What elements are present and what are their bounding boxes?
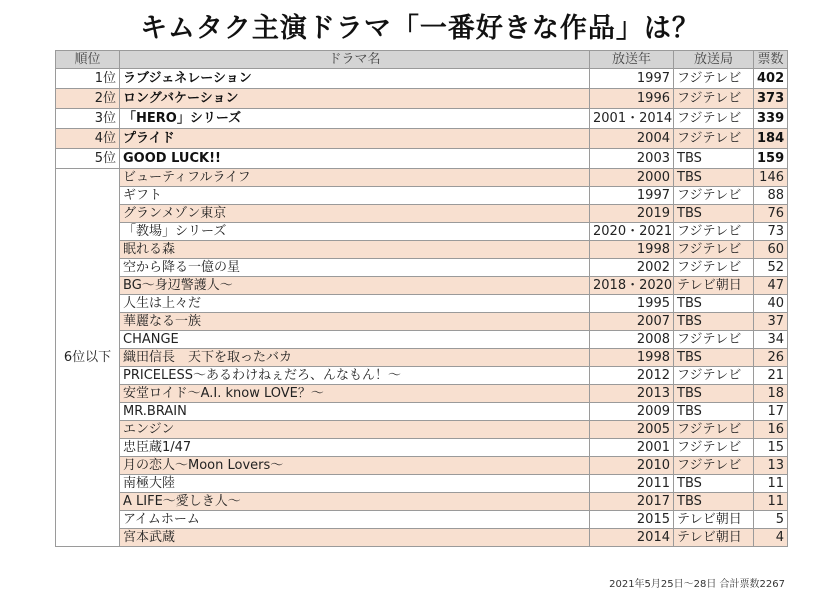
table-row: [56, 403, 788, 421]
station-cell: フジテレビ: [674, 367, 754, 385]
drama-title-cell: CHANGE: [120, 331, 590, 349]
footnote: 2021年5月25日～28日 合計票数2267: [609, 579, 785, 590]
table-row: [56, 511, 788, 529]
year-cell: 2000: [590, 169, 674, 187]
table-row: [56, 205, 788, 223]
station-cell: フジテレビ: [674, 223, 754, 241]
votes-cell: 52: [754, 259, 788, 277]
table-row: [56, 367, 788, 385]
column-header-rank: 順位: [56, 51, 120, 69]
station-cell: テレビ朝日: [674, 277, 754, 295]
table-row: [56, 475, 788, 493]
year-cell: 2005: [590, 421, 674, 439]
rank-cell: 4位: [56, 129, 120, 149]
year-cell: 2011: [590, 475, 674, 493]
votes-cell: 88: [754, 187, 788, 205]
drama-title-cell: 月の恋人～Moon Lovers～: [120, 457, 590, 475]
votes-cell: 60: [754, 241, 788, 259]
table-row: [56, 331, 788, 349]
drama-title-cell: BG～身辺警護人～: [120, 277, 590, 295]
rank-cell: 1位: [56, 69, 120, 89]
drama-title-cell: ギフト: [120, 187, 590, 205]
table-row: [56, 421, 788, 439]
drama-title-cell: 華麗なる一族: [120, 313, 590, 331]
station-cell: テレビ朝日: [674, 529, 754, 547]
station-cell: フジテレビ: [674, 259, 754, 277]
column-header-votes: 票数: [754, 51, 788, 69]
drama-title-cell: ロングバケーション: [120, 89, 590, 109]
table-row: [56, 439, 788, 457]
station-cell: フジテレビ: [674, 421, 754, 439]
station-cell: TBS: [674, 205, 754, 223]
drama-title-cell: エンジン: [120, 421, 590, 439]
year-cell: 2019: [590, 205, 674, 223]
year-cell: 2015: [590, 511, 674, 529]
drama-title-cell: 安堂ロイド～A.I. know LOVE？～: [120, 385, 590, 403]
table-row: [56, 259, 788, 277]
votes-cell: 26: [754, 349, 788, 367]
year-cell: 1997: [590, 69, 674, 89]
station-cell: フジテレビ: [674, 439, 754, 457]
year-cell: 2017: [590, 493, 674, 511]
year-cell: 2010: [590, 457, 674, 475]
table-row: [56, 277, 788, 295]
station-cell: フジテレビ: [674, 457, 754, 475]
station-cell: フジテレビ: [674, 69, 754, 89]
votes-cell: 21: [754, 367, 788, 385]
station-cell: TBS: [674, 403, 754, 421]
votes-cell: 11: [754, 493, 788, 511]
station-cell: TBS: [674, 385, 754, 403]
table-row: [56, 295, 788, 313]
table-row: [56, 223, 788, 241]
drama-title-cell: GOOD LUCK!!: [120, 149, 590, 169]
drama-title-cell: ラブジェネレーション: [120, 69, 590, 89]
drama-title-cell: アイムホーム: [120, 511, 590, 529]
drama-title-cell: 眠れる森: [120, 241, 590, 259]
table-row: [56, 529, 788, 547]
year-cell: 2018・2020: [590, 277, 674, 295]
ranking-body: [56, 69, 788, 547]
column-header-year: 放送年: [590, 51, 674, 69]
station-cell: TBS: [674, 493, 754, 511]
votes-cell: 40: [754, 295, 788, 313]
drama-title-cell: 空から降る一億の星: [120, 259, 590, 277]
rank-group-cell: 6位以下: [56, 169, 120, 547]
drama-title-cell: グランメゾン東京: [120, 205, 590, 223]
table-row: [56, 149, 788, 169]
table-row: [56, 109, 788, 129]
year-cell: 1998: [590, 241, 674, 259]
votes-cell: 17: [754, 403, 788, 421]
votes-cell: 15: [754, 439, 788, 457]
votes-cell: 146: [754, 169, 788, 187]
drama-title-cell: 「教場」シリーズ: [120, 223, 590, 241]
station-cell: フジテレビ: [674, 89, 754, 109]
year-cell: 2020・2021: [590, 223, 674, 241]
page-title: キムタク主演ドラマ「一番好きな作品」は？: [140, 13, 700, 44]
rank-cell: 2位: [56, 89, 120, 109]
votes-cell: 16: [754, 421, 788, 439]
drama-title-cell: 「HERO」シリーズ: [120, 109, 590, 129]
year-cell: 2012: [590, 367, 674, 385]
votes-cell: 4: [754, 529, 788, 547]
rank-cell: 5位: [56, 149, 120, 169]
drama-title-cell: ビューティフルライフ: [120, 169, 590, 187]
year-cell: 1998: [590, 349, 674, 367]
station-cell: フジテレビ: [674, 109, 754, 129]
year-cell: 1995: [590, 295, 674, 313]
year-cell: 2004: [590, 129, 674, 149]
drama-title-cell: 織田信長 天下を取ったバカ: [120, 349, 590, 367]
votes-cell: 47: [754, 277, 788, 295]
year-cell: 2014: [590, 529, 674, 547]
year-cell: 2003: [590, 149, 674, 169]
drama-title-cell: 忠臣蔵1/47: [120, 439, 590, 457]
station-cell: フジテレビ: [674, 241, 754, 259]
table-row: [56, 89, 788, 109]
header-row: [56, 51, 788, 69]
year-cell: 2001・2014: [590, 109, 674, 129]
votes-cell: 402: [754, 69, 788, 89]
votes-cell: 37: [754, 313, 788, 331]
votes-cell: 159: [754, 149, 788, 169]
drama-title-cell: 宮本武蔵: [120, 529, 590, 547]
table-row: [56, 169, 788, 187]
station-cell: TBS: [674, 475, 754, 493]
station-cell: TBS: [674, 349, 754, 367]
year-cell: 1996: [590, 89, 674, 109]
drama-title-cell: 南極大陸: [120, 475, 590, 493]
drama-title-cell: 人生は上々だ: [120, 295, 590, 313]
station-cell: フジテレビ: [674, 129, 754, 149]
votes-cell: 34: [754, 331, 788, 349]
year-cell: 2001: [590, 439, 674, 457]
station-cell: TBS: [674, 169, 754, 187]
votes-cell: 339: [754, 109, 788, 129]
column-header-title: ドラマ名: [120, 51, 590, 69]
drama-title-cell: MR.BRAIN: [120, 403, 590, 421]
votes-cell: 373: [754, 89, 788, 109]
votes-cell: 13: [754, 457, 788, 475]
year-cell: 1997: [590, 187, 674, 205]
station-cell: TBS: [674, 313, 754, 331]
table-row: [56, 493, 788, 511]
year-cell: 2013: [590, 385, 674, 403]
year-cell: 2007: [590, 313, 674, 331]
year-cell: 2002: [590, 259, 674, 277]
table-row: [56, 385, 788, 403]
station-cell: フジテレビ: [674, 331, 754, 349]
station-cell: フジテレビ: [674, 187, 754, 205]
votes-cell: 73: [754, 223, 788, 241]
column-header-station: 放送局: [674, 51, 754, 69]
table-row: [56, 187, 788, 205]
station-cell: TBS: [674, 149, 754, 169]
ranking-table: [55, 50, 788, 547]
drama-title-cell: PRICELESS～あるわけねぇだろ、んなもん！～: [120, 367, 590, 385]
table-row: [56, 241, 788, 259]
station-cell: TBS: [674, 295, 754, 313]
year-cell: 2008: [590, 331, 674, 349]
table-row: [56, 349, 788, 367]
station-cell: テレビ朝日: [674, 511, 754, 529]
rank-cell: 3位: [56, 109, 120, 129]
table-row: [56, 457, 788, 475]
votes-cell: 18: [754, 385, 788, 403]
year-cell: 2009: [590, 403, 674, 421]
table-row: [56, 129, 788, 149]
table-row: [56, 313, 788, 331]
table-row: [56, 69, 788, 89]
drama-title-cell: プライド: [120, 129, 590, 149]
votes-cell: 5: [754, 511, 788, 529]
votes-cell: 184: [754, 129, 788, 149]
drama-title-cell: A LIFE～愛しき人～: [120, 493, 590, 511]
votes-cell: 76: [754, 205, 788, 223]
votes-cell: 11: [754, 475, 788, 493]
